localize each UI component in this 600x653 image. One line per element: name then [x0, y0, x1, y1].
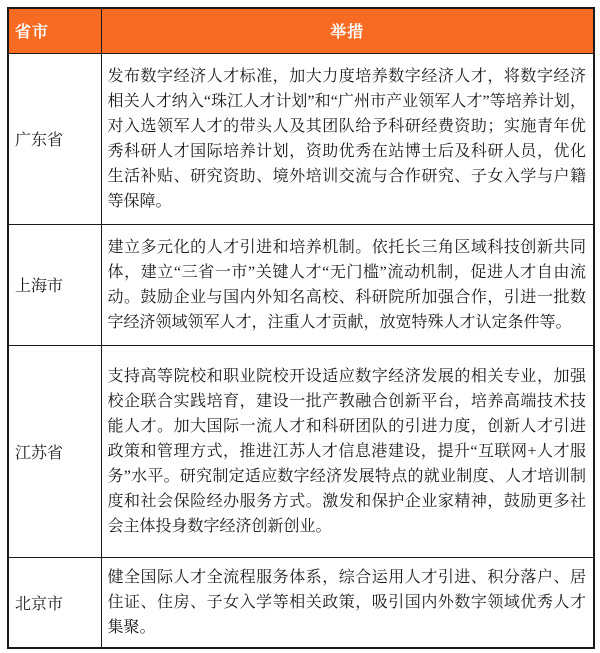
province-cell: 上海市 [8, 224, 101, 345]
column-header-province: 省市 [8, 8, 101, 53]
measures-cell: 发布数字经济人才标准，加大力度培养数字经济人才，将数字经济相关人才纳入“珠江人才计划”和“广州市产业领军人才”等培养计划，对入选领军人才的带头人及其团队给予科研经费资助；实施青年优秀科研人才国际培养计划，资助优秀在站博士后及科研人员，优化生活补贴、研究资助、境外培训交流与合作研究、子女入学与户籍等保障。 [101, 53, 594, 224]
table-header-row [8, 8, 594, 53]
table-row [8, 53, 594, 224]
province-cell: 江苏省 [8, 345, 101, 557]
measures-cell: 建立多元化的人才引进和培养机制。依托长三角区域科技创新共同体，建立“三省一市”关键人才“无门槛”流动机制，促进人才自由流动。鼓励企业与国内外知名高校、科研院所加强合作，引进一批数字经济领域领军人才，注重人才贡献，放宽特殊人才认定条件等。 [101, 224, 594, 345]
table-row [8, 557, 594, 648]
table-row [8, 224, 594, 345]
province-cell: 广东省 [8, 53, 101, 224]
province-cell: 北京市 [8, 557, 101, 648]
measures-cell: 健全国际人才全流程服务体系，综合运用人才引进、积分落户、居住证、住房、子女入学等相关政策，吸引国内外数字领域优秀人才集聚。 [101, 557, 594, 648]
table-row [8, 345, 594, 557]
column-header-measures: 举措 [101, 8, 594, 53]
province-measures-table [7, 7, 595, 649]
measures-cell: 支持高等院校和职业院校开设适应数字经济发展的相关专业，加强校企联合实践培育，建设一批产教融合创新平台，培养高端技术技能人才。加大国际一流人才和科研团队的引进力度，创新人才引进政策和管理方式，推进江苏人才信息港建设，提升“互联网+人才服务”水平。研究制定适应数字经济发展特点的就业制度、人才培训制度和社会保险经办服务方式。激发和保护企业家精神，鼓励更多社会主体投身数字经济创新创业。 [101, 345, 594, 557]
